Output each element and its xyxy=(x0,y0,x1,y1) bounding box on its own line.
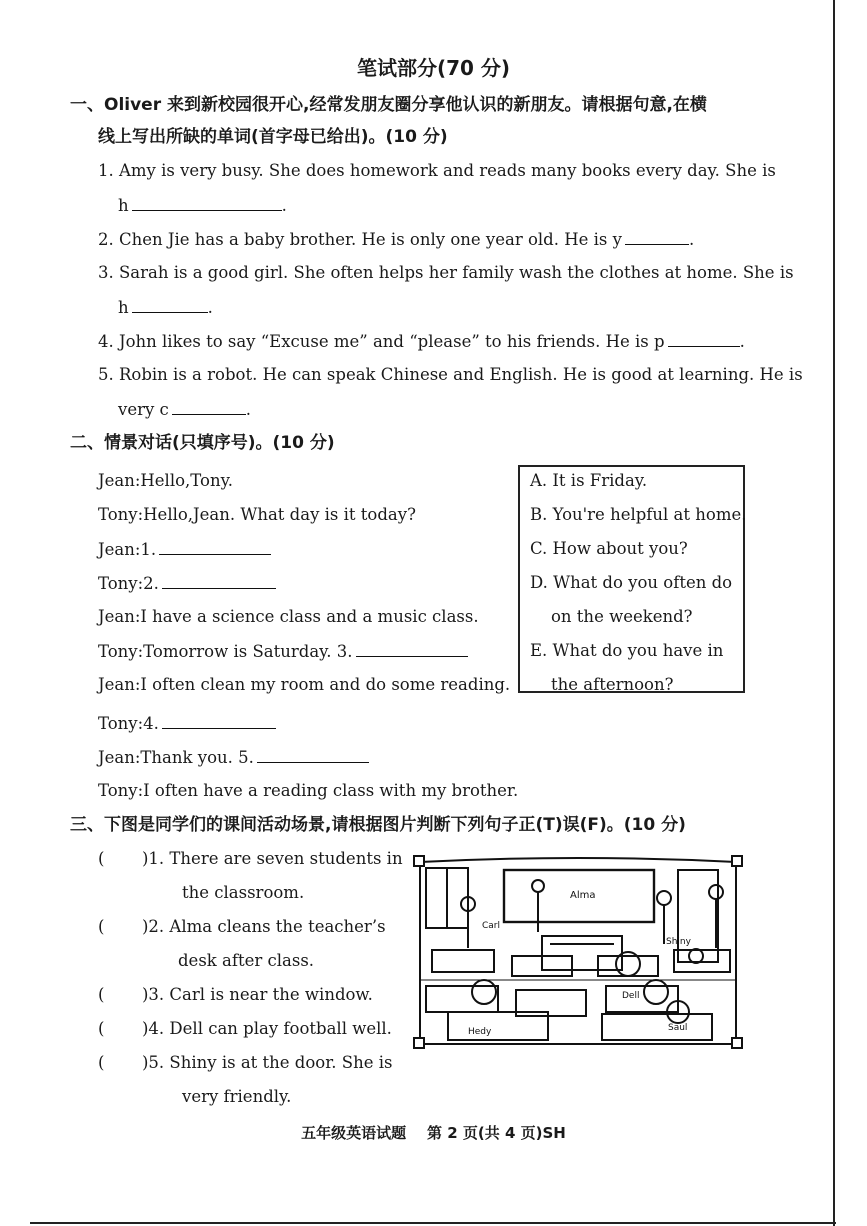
answer-blank[interactable] xyxy=(668,330,740,347)
dialogue-text: Tony:Tomorrow is Saturday. 3. xyxy=(98,642,353,661)
label-saul: Saul xyxy=(668,1023,688,1033)
option-d-cont: on the weekend? xyxy=(551,607,693,626)
label-carl: Carl xyxy=(482,921,500,931)
dialogue-line xyxy=(98,538,271,561)
option-a: A. It is Friday. xyxy=(530,471,648,490)
answer-blank[interactable] xyxy=(162,572,276,589)
tf-item-5-cont: very friendly. xyxy=(182,1087,292,1106)
tf-item-2-cont: desk after class. xyxy=(178,951,315,970)
question-2-text: 2. Chen Jie has a baby brother. He is only one year old. He is y xyxy=(98,230,622,249)
dialogue-line: Jean:I have a science class and a music class. xyxy=(98,607,479,626)
page-border xyxy=(30,1222,836,1224)
section1-heading-cont: 线上写出所缺的单词(首字母已给出)。(10 分) xyxy=(98,127,448,147)
answer-blank[interactable] xyxy=(132,194,282,211)
dialogue-line xyxy=(98,572,276,595)
dialogue-line: Jean:I often clean my room and do some reading. xyxy=(98,675,511,694)
section1-heading: 一、Oliver 来到新校园很开心,经常发朋友圈分享他认识的新朋友。请根据句意,在横 xyxy=(70,95,707,115)
page-border xyxy=(833,0,835,1226)
tf-item-5 xyxy=(98,1052,392,1074)
dialogue-line: Tony:Hello,Jean. What day is it today? xyxy=(98,505,416,524)
label-hedy: Hedy xyxy=(468,1027,492,1037)
option-e-cont: the afternoon? xyxy=(551,675,674,694)
dialogue-text: Tony:2. xyxy=(98,574,159,593)
answer-blank[interactable] xyxy=(625,228,689,245)
tf-item-text: )5. Shiny is at the door. She is xyxy=(142,1053,393,1072)
label-dell: Dell xyxy=(622,991,640,1001)
dialogue-line xyxy=(98,746,369,769)
section3-heading: 三、下图是同学们的课间活动场景,请根据图片判断下列句子正(T)误(F)。(10 分) xyxy=(70,815,686,835)
tf-item-text: )3. Carl is near the window. xyxy=(142,985,373,1004)
period: . xyxy=(688,230,695,249)
page-footer: 五年级英语试题 第 2 页(共 4 页)SH xyxy=(301,1124,566,1142)
answer-paren[interactable]: ( xyxy=(98,985,105,1004)
answer-paren[interactable]: ( xyxy=(98,917,105,936)
option-b: B. You're helpful at home. xyxy=(530,505,747,524)
dialogue-text: Jean:1. xyxy=(98,540,157,559)
initial-letter: h xyxy=(118,196,129,215)
question-5: 5. Robin is a robot. He can speak Chinese and English. He is good at learning. He is xyxy=(98,365,803,384)
tf-item-text: )2. Alma cleans the teacher’s xyxy=(142,917,386,936)
section2-heading: 二、情景对话(只填序号)。(10 分) xyxy=(70,433,335,453)
period: . xyxy=(245,400,252,419)
tf-item-text: )4. Dell can play football well. xyxy=(142,1019,392,1038)
dialogue-line: Jean:Hello,Tony. xyxy=(98,471,233,490)
question-3: 3. Sarah is a good girl. She often helps her family wash the clothes at home. She is xyxy=(98,263,794,282)
option-c: C. How about you? xyxy=(530,539,688,558)
dialogue-line xyxy=(98,640,468,663)
period: . xyxy=(739,332,745,351)
question-2 xyxy=(98,228,694,251)
question-5-answer-line xyxy=(118,398,251,421)
page-title: 笔试部分(70 分) xyxy=(356,56,511,80)
tf-item-2 xyxy=(98,916,386,938)
option-e: E. What do you have in xyxy=(530,641,724,660)
question-3-answer-line xyxy=(118,296,213,319)
initial-letter: h xyxy=(118,298,129,317)
tf-item-1-cont: the classroom. xyxy=(182,883,305,902)
tf-item-text: )1. There are seven students in xyxy=(142,849,403,868)
question-4-text: 4. John likes to say “Excuse me” and “please” to his friends. He is p xyxy=(98,332,665,351)
classroom-picture xyxy=(412,852,744,1052)
answer-blank[interactable] xyxy=(257,746,369,763)
answer-paren[interactable]: ( xyxy=(98,1053,105,1072)
dialogue-line: Tony:I often have a reading class with my brother. xyxy=(98,781,519,800)
answer-paren[interactable]: ( xyxy=(98,1019,105,1038)
initial-letter: very c xyxy=(118,400,169,419)
answer-blank[interactable] xyxy=(132,296,208,313)
dialogue-line xyxy=(98,712,276,735)
answer-blank[interactable] xyxy=(172,398,246,415)
answer-blank[interactable] xyxy=(159,538,271,555)
dialogue-text: Tony:4. xyxy=(98,714,159,733)
tf-item-4 xyxy=(98,1018,392,1040)
label-shiny: Shiny xyxy=(666,937,691,947)
option-d: D. What do you often do xyxy=(530,573,733,592)
period: . xyxy=(207,298,213,317)
answer-blank[interactable] xyxy=(356,640,468,657)
period: . xyxy=(281,196,287,215)
question-4 xyxy=(98,330,745,353)
question-1-answer-line xyxy=(118,194,287,217)
answer-blank[interactable] xyxy=(162,712,276,729)
label-alma: Alma xyxy=(570,890,596,901)
tf-item-1 xyxy=(98,848,403,870)
tf-item-3 xyxy=(98,984,373,1006)
dialogue-text: Jean:Thank you. 5. xyxy=(98,748,254,767)
question-1: 1. Amy is very busy. She does homework and reads many books every day. She is xyxy=(98,161,776,180)
answer-paren[interactable]: ( xyxy=(98,849,105,868)
